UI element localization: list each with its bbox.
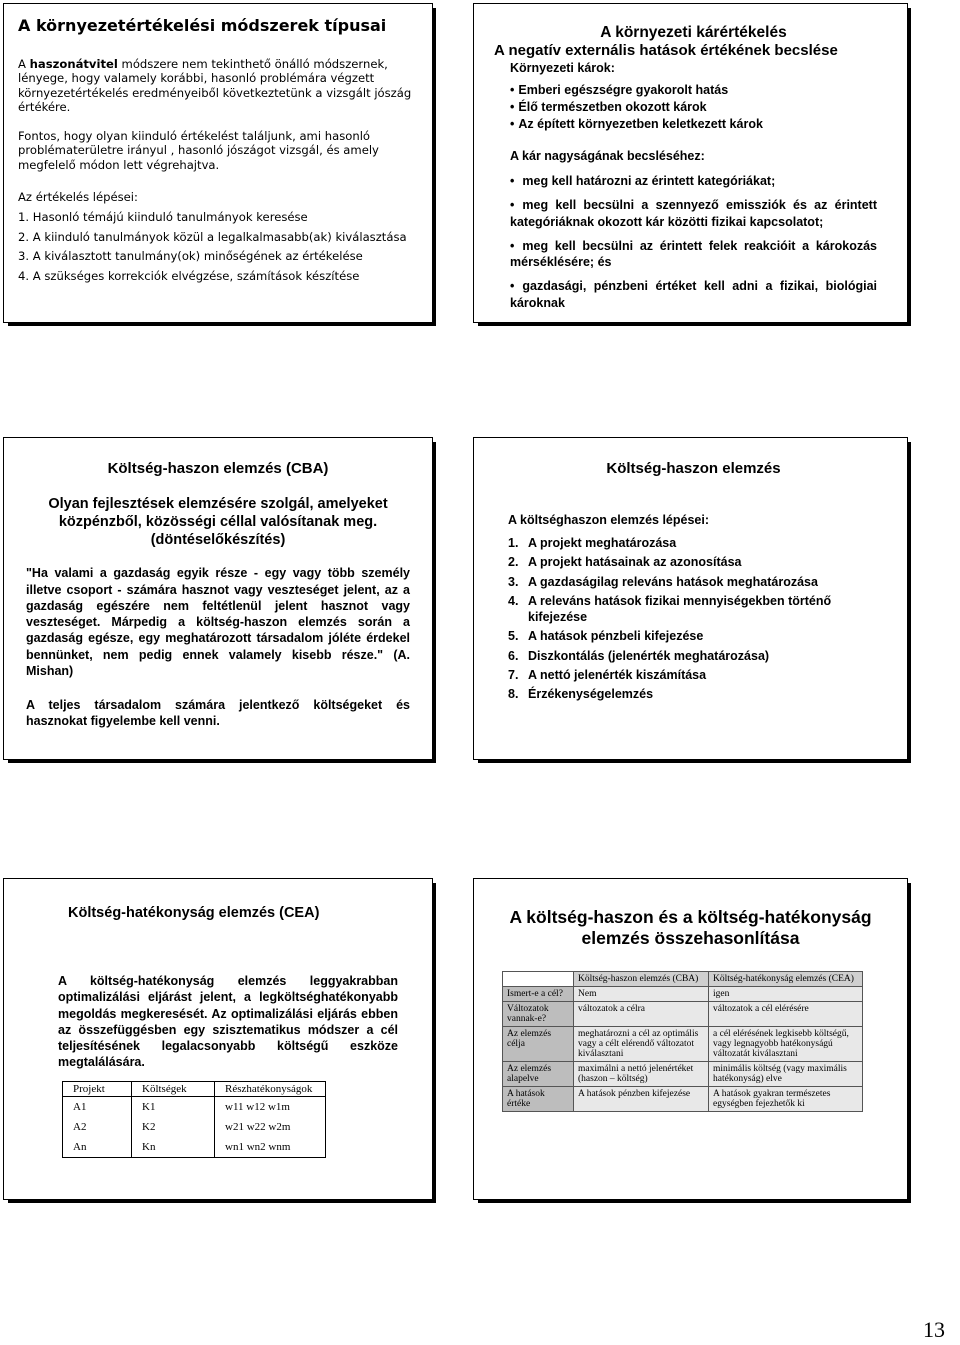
slide-title: A környezeti kárértékelés [600, 24, 787, 41]
table-cell: K2 [132, 1117, 215, 1137]
table-row [63, 1096, 326, 1117]
slide-title: A környezetértékelési módszerek típusai [18, 16, 387, 35]
list-item [508, 593, 879, 626]
table-cell: A1 [63, 1096, 132, 1117]
table-cell: wn1 wn2 wnm [215, 1137, 326, 1158]
steps-list [508, 535, 879, 702]
step-number: 5. [508, 629, 519, 644]
row-header: Változatok vannak-e? [503, 1002, 574, 1027]
list-item [508, 535, 879, 551]
table-header: Költség-haszon elemzés (CBA) [574, 972, 709, 987]
table-cell: A hatások gyakran természetes egységben fejezhetők ki [709, 1087, 863, 1112]
table-row [503, 987, 863, 1002]
table-cell: változatok a cél elérésére [709, 1002, 863, 1027]
steps-list [18, 210, 418, 283]
row-header: Az elemzés célja [503, 1027, 574, 1062]
table-cell: igen [709, 987, 863, 1002]
table-cell: w21 w22 w2m [215, 1117, 326, 1137]
step-number: 2. [508, 555, 519, 570]
row-header: Ismert-e a cél? [503, 987, 574, 1002]
table-row [503, 1002, 863, 1027]
step-number: 3. [508, 574, 519, 589]
list-item: • meg kell becsülni az érintett felek reakcióit a károkozás mérséklésére; és [510, 238, 877, 271]
steps-heading: Az értékelés lépései: [18, 190, 138, 205]
table-header: Projekt [63, 1081, 132, 1096]
step-text: A hatások pénzbeli kifejezése [528, 629, 704, 644]
row-header: Az elemzés alapelve [503, 1062, 574, 1087]
cea-description: A költség-hatékonyság elemzés leggyakrabban optimalizálási eljárást jelent, a legköltséghatékonyabb megoldás megkeresését. Az optimalizálási eljárás ebben az összefüggésben egy szisztematikus módszer a cél teljesítésének legalacsonyabb költségű eszköze megtalálására. [58, 974, 398, 1070]
step-text: A releváns hatások fizikai mennyiségekben történő kifejezése [528, 593, 832, 624]
table-cell: a cél elérésének legkisebb költségű, vagy legnagyobb hatékonyságú változatát kiválasztani [709, 1027, 863, 1062]
table-header: Költség-hatékonyság elemzés (CEA) [709, 972, 863, 987]
list-item [508, 686, 879, 702]
table-header-row [63, 1081, 326, 1096]
table-row [63, 1137, 326, 1158]
step-number: 8. [508, 687, 519, 701]
benefit-transfer-term: haszonátvitel [29, 57, 118, 71]
step-text: Diszkontálás (jelenérték meghatározása) [528, 648, 770, 663]
project-table [62, 1081, 326, 1158]
table-cell: An [63, 1137, 132, 1158]
slide-title: Költség-hatékonyság elemzés (CEA) [68, 905, 320, 921]
slide-subtitle: A negatív externális hatások értékének becslése [494, 42, 838, 59]
slide-comparison [473, 878, 908, 1200]
table-header: Költségek [132, 1081, 215, 1096]
row-header: A hatások értéke [503, 1087, 574, 1112]
table-cell: változatok a célra [574, 1002, 709, 1027]
list-item: • meg kell becsülni a szennyező emissziók és az érintett kategóriáknak okozott kár közötti fizikai kapcsolatot; [510, 197, 877, 230]
list-item: 3. A kiválasztott tanulmány(ok) minőségének az értékelése [18, 249, 363, 264]
table-header [503, 972, 574, 987]
table-cell: meghatározni a cél az optimális vagy a célt elérendő változatot kiválasztani [574, 1027, 709, 1062]
step-text: A projekt meghatározása [528, 536, 677, 550]
step-text: A nettó jelenérték kiszámítása [528, 667, 707, 682]
step-number: 4. [508, 593, 519, 608]
table-cell: minimális költség (vagy maximális hatékonyság) elve [709, 1062, 863, 1087]
step-number: 7. [508, 667, 519, 682]
table-header: Részhatékonyságok [215, 1081, 326, 1096]
slide-title: Költség-haszon elemzés (CBA) [107, 460, 329, 477]
list-item: 4. A szükséges korrekciók elvégzése, számítások készítése [18, 268, 360, 283]
page-number: 13 [923, 1317, 945, 1342]
table-row [503, 1087, 863, 1112]
damages-list [510, 83, 877, 131]
list-item: • Élő természetben okozott károk [510, 100, 877, 114]
comparison-table [502, 971, 863, 1112]
slide-cba-steps [473, 437, 908, 760]
step-number: 6. [508, 648, 519, 663]
closing-text: A teljes társadalom számára jelentkező költségeket és hasznokat figyelembe kell venni. [26, 698, 410, 729]
list-item [508, 574, 879, 590]
step-text: Érzékenységelemzés [528, 687, 654, 701]
table-cell: maximálni a nettó jelenértéket (haszon – költség) [574, 1062, 709, 1087]
list-item: 1. Hasonló témájú kiinduló tanulmányok keresése [18, 210, 308, 225]
estimation-heading: A kár nagyságának becsléséhez: [510, 149, 705, 163]
list-item: • gazdasági, pénzbeni értéket kell adni a fizikai, biológiai károknak [510, 278, 877, 311]
list-item [508, 648, 879, 664]
table-row [63, 1117, 326, 1137]
baseline-paragraph: Fontos, hogy olyan kiinduló értékelést találjunk, ami hasonló problématerületre irányul , hasonló jószágot vizsgál, és amely megfelelő módon lett végrehajtva. [18, 128, 379, 172]
table-row [503, 1062, 863, 1087]
table-row [503, 1027, 863, 1062]
slide-title: A költség-haszon és a költség-hatékonyság elemzés összehasonlítása [509, 907, 872, 948]
step-number: 1. [508, 536, 519, 550]
steps-heading: A költséghaszon elemzés lépései: [508, 513, 710, 527]
table-cell: Nem [574, 987, 709, 1002]
table-cell: w11 w12 w1m [215, 1096, 326, 1117]
table-cell: Kn [132, 1137, 215, 1158]
slide-damage-valuation [473, 3, 908, 323]
list-item: • Emberi egészségre gyakorolt hatás [510, 83, 877, 97]
list-item: • Az épített környezetben keletkezett károk [510, 117, 877, 131]
list-item: 2. A kiinduló tanulmányok közül a legalkalmasabb(ak) kiválasztása [18, 229, 407, 244]
table-cell: A hatások pénzben kifejezése [574, 1087, 709, 1112]
slide-valuation-methods [3, 3, 433, 323]
damages-heading: Környezeti károk: [510, 61, 615, 75]
list-item: • meg kell határozni az érintett kategóriákat; [510, 173, 877, 189]
table-cell: A2 [63, 1117, 132, 1137]
estimation-list [510, 173, 877, 311]
table-header-row [503, 972, 863, 987]
list-item [508, 628, 879, 644]
list-item [508, 554, 879, 570]
table-cell: K1 [132, 1096, 215, 1117]
slide-cba [3, 437, 433, 760]
step-text: A gazdaságilag releváns hatások meghatározása [528, 574, 818, 589]
step-text: A projekt hatásainak az azonosítása [528, 555, 742, 570]
lead-text: Olyan fejlesztések elemzésére szolgál, amelyeket közpénzből, közösségi céllal valósítanak meg. (döntéselőkészítés) [48, 496, 388, 549]
slide-cea [3, 878, 433, 1200]
list-item [508, 667, 879, 683]
mishan-quote: "Ha valami a gazdaság egyik része - egy vagy több személy illetve csoport - számára hasznot vagy veszteséget jelent, az a gazdaság egészére nem feltétlenül jelent hasznot vagy veszteséget. Márpedig a költség-haszon elemzés során a gazdaság egésze, egy meghatározott társadalom jóléte érdekel bennünket, nem pedig ennek valamely kisebb része." (A. Mishan) [26, 566, 410, 678]
benefit-transfer-paragraph: A haszonátvitel módszere nem tekinthető önálló módszernek, lényege, hogy valamely korábbi, hasonló problémára végzett környezetértékelés eredményeiből következtetünk a vizsgált jószág értékére. [18, 57, 412, 115]
slide-title: Költség-haszon elemzés [606, 460, 781, 477]
